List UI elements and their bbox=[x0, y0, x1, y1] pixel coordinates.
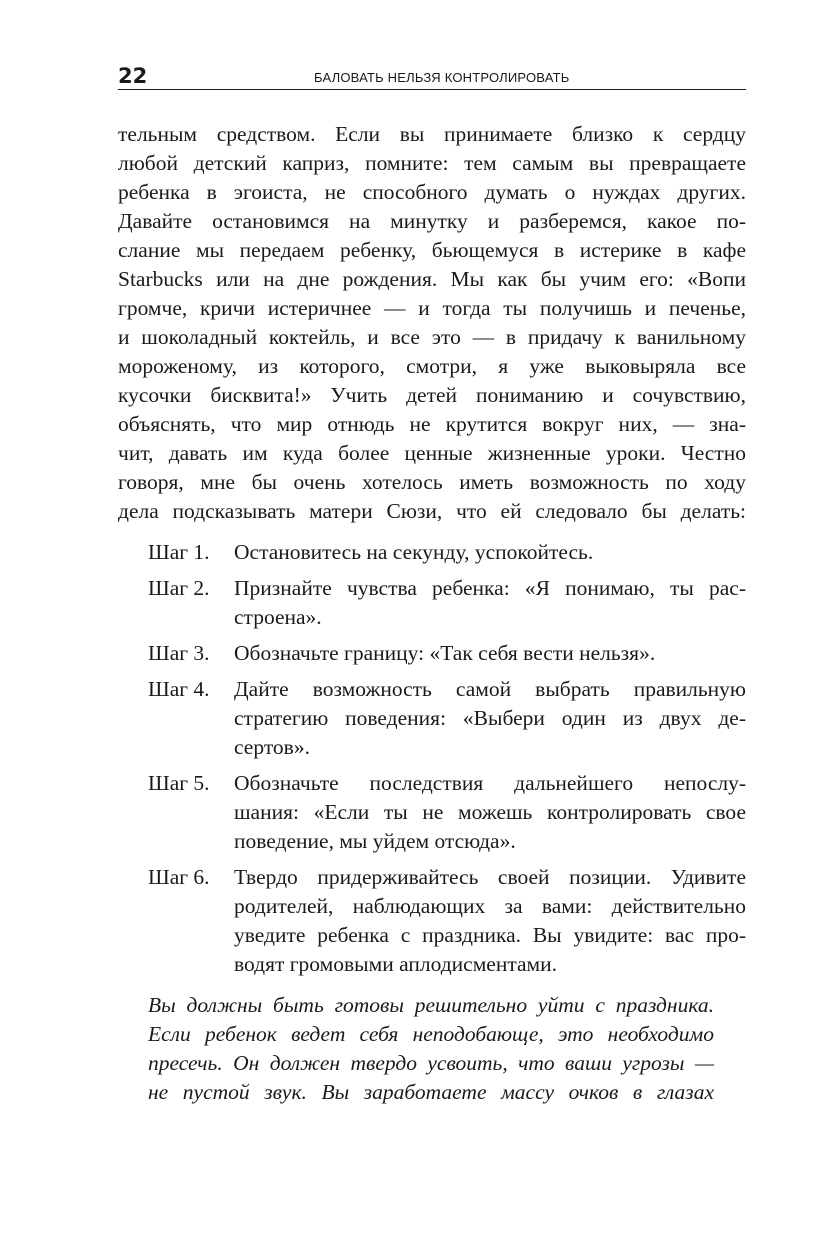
step-label: Шаг 5. bbox=[148, 771, 210, 795]
text-line: строена». bbox=[234, 605, 322, 629]
text-line: Обозначьте последствия дальнейшего непослу- bbox=[234, 771, 746, 795]
text-line: дела подсказывать матери Сюзи, что ей следовало бы делать: bbox=[118, 499, 746, 523]
body-paragraph bbox=[118, 120, 746, 526]
text-line: пресечь. Он должен твердо усвоить, что ваши угрозы — bbox=[148, 1051, 714, 1075]
text-line: водят громовыми аплодисментами. bbox=[234, 952, 558, 976]
header-rule bbox=[118, 89, 746, 90]
step-label: Шаг 4. bbox=[148, 677, 210, 701]
step-item bbox=[148, 538, 746, 567]
text-line: не пустой звук. Вы заработаете массу очков в глазах bbox=[148, 1080, 714, 1104]
text-line: ребенка в эгоиста, не способного думать о нуждах других. bbox=[118, 180, 746, 204]
step-item bbox=[148, 769, 746, 856]
step-label: Шаг 2. bbox=[148, 576, 210, 600]
text-line: Вы должны быть готовы решительно уйти с праздника. bbox=[148, 993, 714, 1017]
text-line: любой детский каприз, помните: тем самым вы превращаете bbox=[118, 151, 746, 175]
text-line: тельным средством. Если вы принимаете близко к сердцу bbox=[118, 122, 746, 146]
text-line: Если ребенок ведет себя неподобающе, это необходимо bbox=[148, 1022, 714, 1046]
step-item bbox=[148, 863, 746, 979]
step-item bbox=[148, 675, 746, 762]
step-text bbox=[234, 769, 746, 856]
text-line: Давайте остановимся на минутку и разберемся, какое по- bbox=[118, 209, 746, 233]
step-text bbox=[234, 538, 746, 567]
text-line: мороженому, из которого, смотри, я уже выковыряла все bbox=[118, 354, 746, 378]
text-line: Starbucks или на дне рождения. Мы как бы учим его: «Вопи bbox=[118, 267, 746, 291]
text-line: стратегию поведения: «Выбери один из двух де- bbox=[234, 706, 746, 730]
text-line: родителей, наблюдающих за вами: действительно bbox=[234, 894, 746, 918]
text-line: чит, давать им куда более ценные жизненные уроки. Честно bbox=[118, 441, 746, 465]
step-item bbox=[148, 574, 746, 632]
text-line: Твердо придерживайтесь своей позиции. Удивите bbox=[234, 865, 746, 889]
step-label: Шаг 3. bbox=[148, 641, 210, 665]
text-line: слание мы передаем ребенку, бьющемуся в истерике в кафе bbox=[118, 238, 746, 262]
text-line: Признайте чувства ребенка: «Я понимаю, ты рас- bbox=[234, 576, 746, 600]
italic-callout bbox=[148, 991, 714, 1107]
page-header bbox=[118, 62, 746, 90]
text-line: уведите ребенка с праздника. Вы увидите: вас про- bbox=[234, 923, 746, 947]
step-text bbox=[234, 863, 746, 979]
text-line: Остановитесь на секунду, успокойтесь. bbox=[234, 540, 594, 564]
text-line: объяснять, что мир отнюдь не крутится вокруг них, — зна- bbox=[118, 412, 746, 436]
step-text bbox=[234, 574, 746, 632]
text-line: громче, кричи истеричнее — и тогда ты получишь и печенье, bbox=[118, 296, 746, 320]
text-line: поведение, мы уйдем отсюда». bbox=[234, 829, 516, 853]
steps-list bbox=[148, 538, 746, 986]
page-number: 22 bbox=[118, 64, 148, 88]
text-line: кусочки бисквита!» Учить детей пониманию и сочувствию, bbox=[118, 383, 746, 407]
step-text bbox=[234, 639, 746, 668]
text-line: Обозначьте границу: «Так себя вести нельзя». bbox=[234, 641, 656, 665]
step-label: Шаг 6. bbox=[148, 865, 210, 889]
text-line: сертов». bbox=[234, 735, 310, 759]
running-title: БАЛОВАТЬ НЕЛЬЗЯ КОНТРОЛИРОВАТЬ bbox=[314, 70, 570, 85]
step-text bbox=[234, 675, 746, 762]
step-item bbox=[148, 639, 746, 668]
step-label: Шаг 1. bbox=[148, 540, 210, 564]
text-line: шания: «Если ты не можешь контролировать свое bbox=[234, 800, 746, 824]
text-line: Дайте возможность самой выбрать правильную bbox=[234, 677, 746, 701]
text-line: говоря, мне бы очень хотелось иметь возможность по ходу bbox=[118, 470, 746, 494]
text-line: и шоколадный коктейль, и все это — в придачу к ванильному bbox=[118, 325, 746, 349]
